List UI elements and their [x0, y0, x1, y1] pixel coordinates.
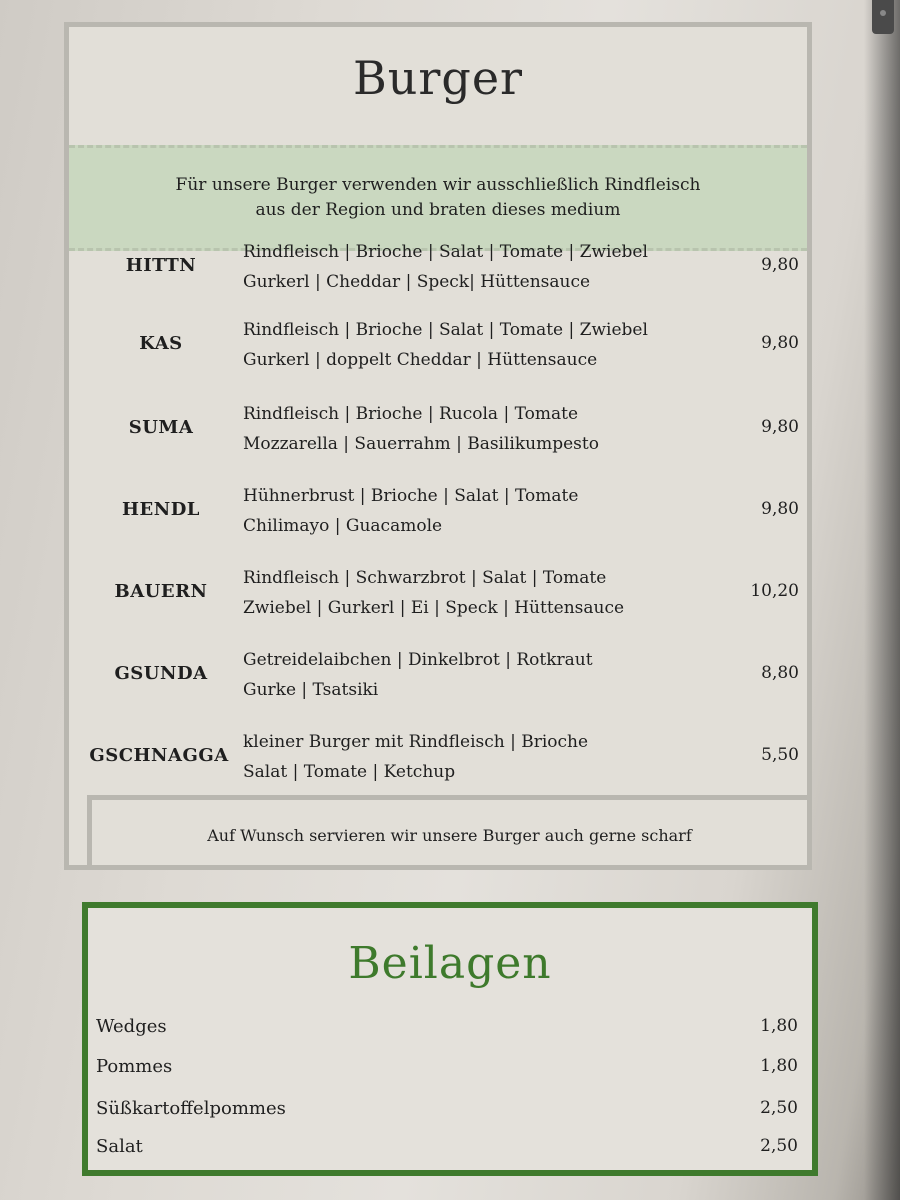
- side-item-suesskartoffelpommes: [96, 1098, 798, 1128]
- burger-item-price: 9,80: [761, 417, 799, 437]
- burger-item-description: [243, 727, 743, 787]
- side-item-price: 2,50: [760, 1136, 798, 1156]
- burger-item-name: BAUERN: [114, 581, 208, 602]
- burger-item-hendl: [69, 481, 807, 545]
- burger-item-desc-line-2: Gurkerl | doppelt Cheddar | Hüttensauce: [243, 350, 598, 370]
- burger-note-box: [87, 795, 807, 870]
- burger-item-hittn: [69, 237, 807, 301]
- burger-item-desc-line-1: Hühnerbrust | Brioche | Salat | Tomate: [243, 486, 579, 506]
- burger-item-description: [243, 481, 743, 541]
- side-item-wedges: [96, 1016, 798, 1046]
- side-item-pommes: [96, 1056, 798, 1086]
- burger-item-suma: [69, 399, 807, 463]
- burger-item-price: 8,80: [761, 663, 799, 683]
- burger-item-desc-line-2: Salat | Tomate | Ketchup: [243, 762, 456, 782]
- side-item-price: 1,80: [760, 1016, 798, 1036]
- burger-intro-line-2: aus der Region und braten dieses medium: [255, 200, 621, 220]
- burger-item-description: [243, 645, 743, 705]
- burger-item-price: 5,50: [761, 745, 799, 765]
- burger-item-description: [243, 315, 743, 375]
- beilagen-section: [82, 902, 818, 1176]
- burger-item-desc-line-2: Mozzarella | Sauerrahm | Basilikumpesto: [243, 434, 599, 454]
- burger-item-description: [243, 399, 743, 459]
- burger-item-price: 9,80: [761, 333, 799, 353]
- burger-item-desc-line-1: Rindfleisch | Brioche | Salat | Tomate | Zwiebel: [243, 242, 648, 262]
- burger-item-desc-line-1: Rindfleisch | Brioche | Salat | Tomate | Zwiebel: [243, 320, 648, 340]
- side-item-salat: [96, 1136, 798, 1166]
- burger-item-price: 9,80: [761, 255, 799, 275]
- burger-item-name: HENDL: [122, 499, 200, 520]
- burger-item-name: GSUNDA: [114, 663, 208, 684]
- burger-item-gschnagga: [69, 727, 807, 791]
- burger-intro-line-1: Für unsere Burger verwenden wir ausschließlich Rindfleisch: [175, 175, 701, 195]
- side-item-price: 2,50: [760, 1098, 798, 1118]
- burger-item-desc-line-2: Zwiebel | Gurkerl | Ei | Speck | Hüttensauce: [243, 598, 625, 618]
- burger-item-name: HITTN: [125, 255, 197, 276]
- side-item-name: Wedges: [96, 1016, 167, 1037]
- burger-item-desc-line-1: Rindfleisch | Schwarzbrot | Salat | Tomate: [243, 568, 607, 588]
- burger-item-name: GSCHNAGGA: [89, 745, 229, 766]
- beilagen-title: Beilagen: [348, 938, 552, 989]
- burger-item-description: [243, 237, 743, 297]
- side-item-name: Süßkartoffelpommes: [96, 1098, 286, 1119]
- burger-item-name: SUMA: [128, 417, 194, 438]
- burger-title: Burger: [352, 51, 524, 105]
- burger-item-desc-line-2: Chilimayo | Guacamole: [243, 516, 443, 536]
- burger-item-name: KAS: [139, 333, 183, 354]
- burger-note: Auf Wunsch servieren wir unsere Burger auch gerne scharf: [207, 825, 692, 845]
- burger-item-bauern: [69, 563, 807, 627]
- burger-item-desc-line-1: Getreidelaibchen | Dinkelbrot | Rotkraut: [243, 650, 593, 670]
- side-item-name: Salat: [96, 1136, 143, 1157]
- burger-item-gsunda: [69, 645, 807, 709]
- burger-item-price: 9,80: [761, 499, 799, 519]
- burger-section: [64, 22, 812, 870]
- menu-sleeve-edge: [864, 0, 900, 1200]
- burger-item-desc-line-1: Rindfleisch | Brioche | Rucola | Tomate: [243, 404, 579, 424]
- side-item-price: 1,80: [760, 1056, 798, 1076]
- burger-intro-band: [69, 145, 807, 251]
- binder-clip: [872, 0, 894, 34]
- burger-item-desc-line-1: kleiner Burger mit Rindfleisch | Brioche: [243, 732, 589, 752]
- burger-item-desc-line-2: Gurke | Tsatsiki: [243, 680, 379, 700]
- burger-item-kas: [69, 315, 807, 379]
- side-item-name: Pommes: [96, 1056, 173, 1077]
- burger-item-description: [243, 563, 743, 623]
- burger-item-price: 10,20: [750, 581, 799, 601]
- burger-item-desc-line-2: Gurkerl | Cheddar | Speck| Hüttensauce: [243, 272, 591, 292]
